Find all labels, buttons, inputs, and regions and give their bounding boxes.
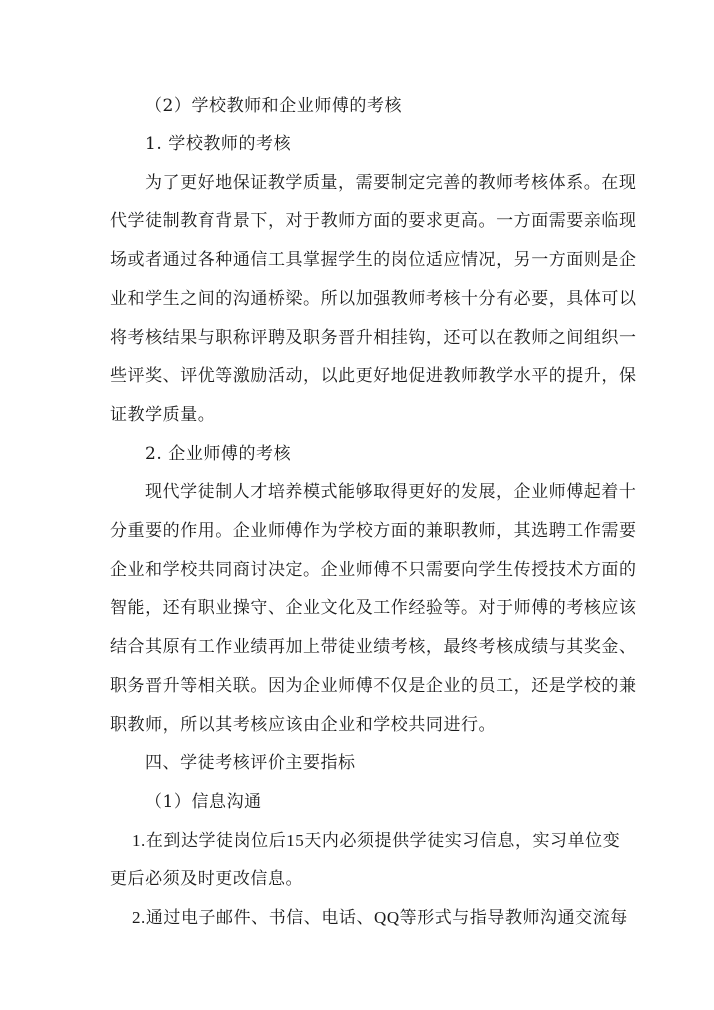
paragraph-line: 为了更好地保证教学质量，需要制定完善的教师考核体系。在现 — [145, 173, 637, 193]
section-heading-4: 四、学徒考核评价主要指标 — [145, 753, 356, 773]
heading-mentor-assessment: 2. 企业师傅的考核 — [145, 444, 292, 464]
heading-teacher-assessment: 1. 学校教师的考核 — [145, 134, 292, 154]
list-item-line: 1.在到达学徒岗位后15天内必须提供学徒实习信息，实习单位变 — [132, 831, 621, 850]
paragraph-line: 现代学徒制人才培养模式能够取得更好的发展，企业师傅起着十 — [145, 482, 637, 502]
list-item-line: 2.通过电子邮件、书信、电话、QQ等形式与指导教师沟通交流每 — [132, 908, 628, 927]
paragraph-line: 职务晋升等相关联。因为企业师傅不仅是企业的员工，还是学校的兼 — [110, 676, 637, 696]
list-item-line: 更后必须及时更改信息。 — [110, 869, 304, 889]
paragraph-line: 职教师，所以其考核应该由企业和学校共同进行。 — [110, 715, 497, 735]
subsection-heading-2: （2）学校教师和企业师傅的考核 — [145, 96, 403, 116]
paragraph-line: 智能，还有职业操守、企业文化及工作经验等。对于师傅的考核应该 — [110, 598, 637, 618]
paragraph-line: 些评奖、评优等激励活动，以此更好地促进教师教学水平的提升，保 — [110, 366, 637, 386]
paragraph-line: 场或者通过各种通信工具掌握学生的岗位适应情况，另一方面则是企 — [110, 250, 637, 270]
subsection-heading-info: （1）信息沟通 — [145, 792, 262, 812]
paragraph-line: 将考核结果与职称评聘及职务晋升相挂钩，还可以在教师之间组织一 — [110, 328, 637, 348]
paragraph-line: 结合其原有工作业绩再加上带徒业绩考核，最终考核成绩与其奖金、 — [110, 637, 637, 657]
paragraph-line: 分重要的作用。企业师傅作为学校方面的兼职教师，其选聘工作需要 — [110, 521, 637, 541]
paragraph-line: 证教学质量。 — [110, 405, 216, 425]
paragraph-line: 代学徒制教育背景下，对于教师方面的要求更高。一方面需要亲临现 — [110, 211, 637, 231]
paragraph-line: 企业和学校共同商讨决定。企业师傅不只需要向学生传授技术方面的 — [110, 560, 637, 580]
paragraph-line: 业和学生之间的沟通桥梁。所以加强教师考核十分有必要，具体可以 — [110, 289, 637, 309]
